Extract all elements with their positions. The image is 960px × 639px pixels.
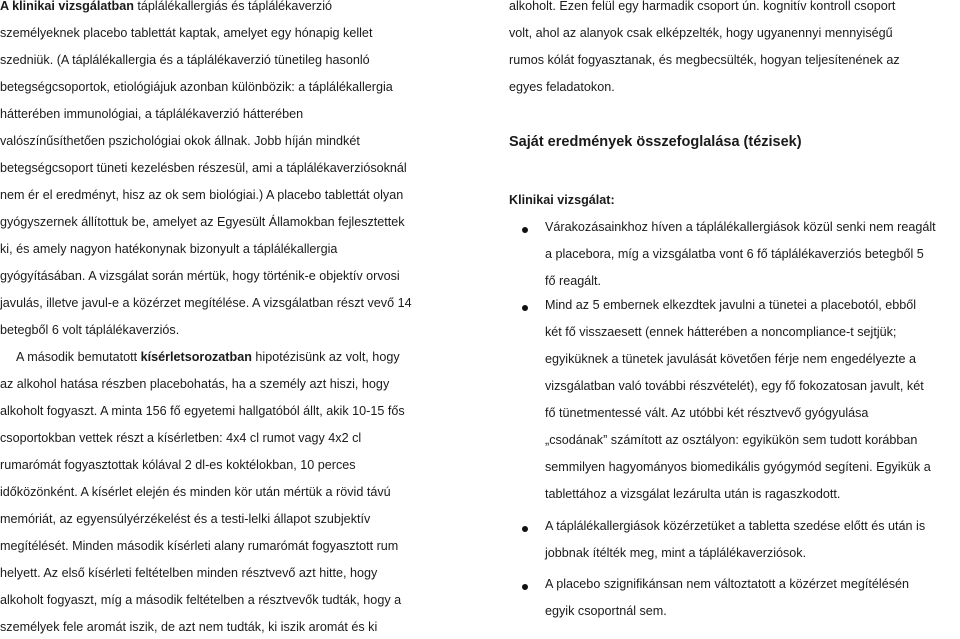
text-line: gyógyszernek állítottuk be, amelyet az Egyesült Államokban fejlesztettek [0,215,405,229]
text-line: két fő visszaesett (ennek hátterében a noncompliance-t sejtjük; [545,325,897,339]
text-line: nem ér el eredményt, hisz az ok sem biológiai.) A placebo tablettát olyan [0,188,404,202]
text-line: Várakozásainkhoz híven a táplálékallergiások közül senki nem reagált [545,220,936,234]
text-line: gyógyításában. A vizsgálat során mértük, hogy történik-e objektív orvosi [0,269,400,283]
text-line: ki, és amely nagyon hatékonynak bizonyult a táplálékallergia [0,242,338,256]
text-line: A táplálékallergiások közérzetüket a tabletta szedése előtt és után is [545,519,926,533]
text-line: egyes feladatokon. [509,80,615,94]
text-line: alkoholt. Ezen felül egy harmadik csoport ún. kognitív kontroll csoport [509,0,896,13]
text-line: Mind az 5 embernek elkezdtek javulni a tünetei a placebotól, ebből [545,298,917,312]
text-line: jobbnak ítélték meg, mint a táplálékaverziósok. [545,546,807,560]
bullet-icon [522,305,528,311]
text-line: tablettához a vizsgálat lezárulta után is ragaszkodott. [545,487,841,501]
text-line: szedniük. (A táplálékallergia és a táplálékaverzió tünetileg hasonló [0,53,370,67]
text-line: „csodának” számított az osztályon: egyikükön sem tudott korábban [545,433,918,447]
text-line: betegségcsoportok, etiológiájuk azonban különbözik: a táplálékallergia [0,80,393,94]
text-line: alkoholt fogyaszt, míg a második feltételben a résztvevők tudták, hogy a [0,593,402,607]
bullet-icon [522,526,528,532]
subsection-title: Klinikai vizsgálat: [509,193,615,207]
text-line: semmilyen hagyományos biomedikális gyógymód segíteni. Egyikük a [545,460,931,474]
text-line: személyeknek placebo tablettát kaptak, amelyet egy hónapig kellet [0,26,373,40]
text-line: vizsgálatban való további részvételét), egy fő fokozatosan javult, két [545,379,924,393]
text-line: javulás, illetve javul-e a közérzet megítélése. A vizsgálatban részt vevő 14 [0,296,412,310]
text-line: egyiküknek a tünetek javulását követően férje nem engedélyezte a [545,352,917,366]
text-line: a placeborа, míg a vizsgálatba vont 6 fő táplálékaverziós betegből 5 [545,247,924,261]
text-line: betegből 6 volt táplálékaverziós. [0,323,180,337]
text-line: hátterében immunológiai, a táplálékaverzió hátterében [0,107,304,121]
text-line: betegségcsoport tüneti kezelésben részesül, ami a táplálékaverziósoknál [0,161,407,175]
section-title: Saját eredmények összefoglalása (tézisek) [509,134,802,150]
text-line: egyik csoportnál sem. [545,604,667,618]
text-line: rumarómát fogyasztottak kólával 2 dl-es koktélokban, 10 perces [0,458,356,472]
bullet-icon [522,227,528,233]
text-line: fő tünetmentessé vált. Az utóbbi két résztvevő gyógyulása [545,406,869,420]
text-line: csoportokban vettek részt a kísérletben: 4x4 cl rumot vagy 4x2 cl [0,431,362,445]
text-line: A placebo szignifikánsan nem változtatott a közérzet megítélésén [545,577,910,591]
text-line: fő reagált. [545,274,602,288]
text-line: helyett. Az első kísérleti feltételben minden résztvevő azt hitte, hogy [0,566,378,580]
emphasized-term: kísérletsorozatban [140,350,252,364]
text-line: valószínűsíthetően pszichológiai okok állnak. Jobb híján mindkét [0,134,360,148]
text-line: A klinikai vizsgálatban táplálékallergiás és táplálékaverzió [0,0,333,13]
text-line: személyek fele aromát iszik, de azt nem tudták, ki iszik aromát és ki [0,620,378,634]
text-line: A második bemutatott kísérletsorozatban hipotézisünk az volt, hogy [16,350,400,364]
text-line: memóriát, az egyensúlyérzékelést és a testi-lelki állapot szubjektív [0,512,371,526]
text-line: az alkohol hatása részben placebohatás, ha a személy azt hiszi, hogy [0,377,390,391]
text-line: megítélését. Minden második kísérleti alany rumarómát fogyasztott rum [0,539,399,553]
text-line: alkoholt fogyaszt. A minta 156 fő egyetemi hallgatóból állt, akik 10-15 fős [0,404,405,418]
text-line: időközönként. A kísérlet elején és minden kör után mértük a rövid távú [0,485,391,499]
paragraph-lead: A klinikai vizsgálatban [0,0,134,13]
text-line: volt, ahol az alanyok csak elképzelték, hogy ugyanennyi mennyiségű [509,26,893,40]
text-line: rumos kólát fogyasztanak, és megbecsülték, hogyan teljesítenének az [509,53,900,67]
bullet-icon [522,584,528,590]
